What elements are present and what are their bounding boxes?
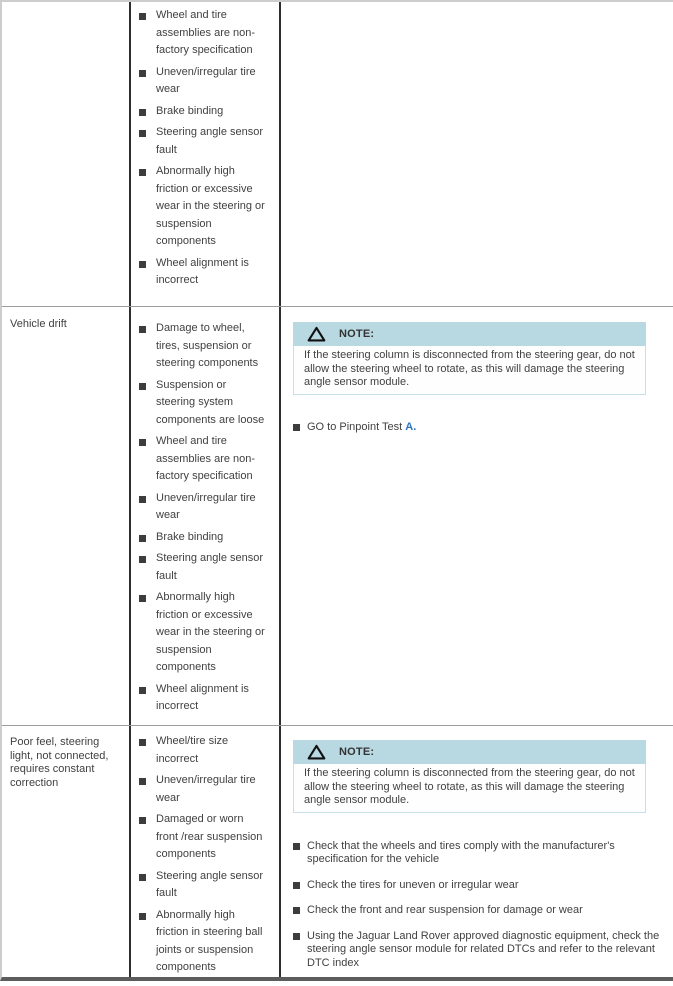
list-item [139, 589, 268, 677]
note-header [293, 740, 646, 764]
square-bullet-icon [139, 109, 146, 116]
list-item [293, 421, 663, 435]
list-item-text: Check the front and rear suspension for damage or wear [307, 904, 583, 916]
square-bullet-icon [139, 556, 146, 563]
note-text: If the steering column is disconnected from the steering gear, do not allow the steering wheel to rotate, as this will damage the steering angle sensor module. [293, 346, 646, 395]
list-item [293, 879, 663, 893]
square-bullet-icon [139, 261, 146, 268]
warning-triangle-icon [307, 326, 326, 343]
note-header [293, 322, 646, 346]
list-item-text: Wheel alignment is incorrect [156, 682, 249, 712]
list-item-text: Steering angle sensor fault [156, 552, 264, 582]
causes-list [139, 320, 279, 716]
list-item-text: Wheel/tire size incorrect [156, 735, 229, 765]
list-item-text: Damaged or worn front /rear suspension components [156, 813, 263, 860]
list-item-text: Brake binding [156, 104, 224, 117]
list-item-text: Brake binding [156, 530, 224, 543]
square-bullet-icon [139, 439, 146, 446]
list-item-text: Suspension or steering system components are loose [156, 378, 265, 426]
list-item-text: Check the tires for uneven or irregular wear [307, 878, 519, 891]
list-item [139, 320, 268, 373]
note-label: NOTE: [339, 746, 375, 758]
list-item [139, 7, 268, 60]
list-item-text: Uneven/irregular tire wear [156, 491, 256, 521]
square-bullet-icon [293, 882, 300, 889]
causes-cell [131, 726, 281, 977]
list-item [139, 529, 268, 547]
list-item-text: Check that the wheels and tires comply with the manufacturer's specification for the vehicle [307, 839, 615, 865]
list-item [139, 377, 268, 430]
list-item-text: Wheel alignment is incorrect [156, 256, 249, 286]
square-bullet-icon [139, 778, 146, 785]
list-item-text: Uneven/irregular tire wear [156, 774, 256, 804]
list-item-text: Using the Jaguar Land Rover approved diagnostic equipment, check the steering angle sensor module for related DTCs and refer to the relevant DTC index [307, 929, 660, 969]
square-bullet-icon [293, 933, 300, 940]
list-item-text: GO to Pinpoint Test A. [307, 420, 417, 433]
list-item [293, 904, 663, 918]
table-row [2, 725, 673, 977]
list-item [293, 840, 663, 867]
symptom-cell [2, 2, 131, 306]
list-item [139, 681, 268, 716]
symptom-cell: Vehicle drift [2, 307, 131, 725]
square-bullet-icon [139, 535, 146, 542]
table-row [2, 306, 673, 725]
actions-cell [281, 307, 673, 725]
note-label: NOTE: [339, 328, 375, 340]
square-bullet-icon [139, 383, 146, 390]
square-bullet-icon [139, 595, 146, 602]
pinpoint-test-link[interactable]: A. [405, 420, 417, 433]
square-bullet-icon [139, 913, 146, 920]
list-item [139, 163, 268, 251]
note-box [293, 740, 646, 813]
square-bullet-icon [139, 169, 146, 176]
causes-cell [131, 2, 281, 306]
list-item-text: Damage to wheel, tires, suspension or steering components [156, 322, 259, 369]
square-bullet-icon [139, 13, 146, 20]
list-item-text: Uneven/irregular tire wear [156, 65, 256, 95]
list-item-text: Abnormally high friction or excessive wear in the steering or suspension components [156, 591, 265, 673]
symptom-cell: Poor feel, steering light, not connected, requires constant correction [2, 726, 131, 977]
square-bullet-icon [139, 70, 146, 77]
list-item [139, 103, 268, 121]
list-item [139, 868, 268, 903]
square-bullet-icon [139, 817, 146, 824]
list-item-text: Steering angle sensor fault [156, 126, 264, 156]
actions-list [293, 840, 669, 971]
causes-cell [131, 307, 281, 725]
list-item-text: Steering angle sensor fault [156, 869, 264, 899]
list-item [139, 255, 268, 290]
list-item-text: Wheel and tire assemblies are non-factory specification [156, 9, 256, 56]
square-bullet-icon [139, 130, 146, 137]
note-text: If the steering column is disconnected from the steering gear, do not allow the steering wheel to rotate, as this will damage the steering angle sensor module. [293, 764, 646, 813]
warning-triangle-icon [307, 744, 326, 761]
actions-cell [281, 726, 673, 977]
square-bullet-icon [139, 739, 146, 746]
square-bullet-icon [139, 496, 146, 503]
list-item [139, 550, 268, 585]
square-bullet-icon [139, 874, 146, 881]
list-item [139, 433, 268, 486]
list-item-text: Wheel and tire assemblies are non-factory specification [156, 435, 256, 482]
list-item [139, 64, 268, 99]
actions-list [293, 421, 669, 435]
square-bullet-icon [293, 907, 300, 914]
table-row [2, 2, 673, 306]
list-item [139, 811, 268, 864]
list-item-text: Abnormally high friction in steering ball joints or suspension components [156, 908, 263, 973]
causes-list [139, 733, 279, 977]
square-bullet-icon [293, 424, 300, 431]
causes-list [139, 7, 279, 290]
list-item [139, 124, 268, 159]
list-item-text: Abnormally high friction or excessive wear in the steering or suspension components [156, 165, 265, 247]
square-bullet-icon [139, 326, 146, 333]
note-box [293, 322, 646, 395]
list-item [139, 490, 268, 525]
list-item [139, 733, 268, 768]
list-item [293, 930, 663, 971]
square-bullet-icon [293, 843, 300, 850]
list-item [139, 772, 268, 807]
square-bullet-icon [139, 687, 146, 694]
actions-cell [281, 2, 673, 306]
list-item [139, 907, 268, 977]
